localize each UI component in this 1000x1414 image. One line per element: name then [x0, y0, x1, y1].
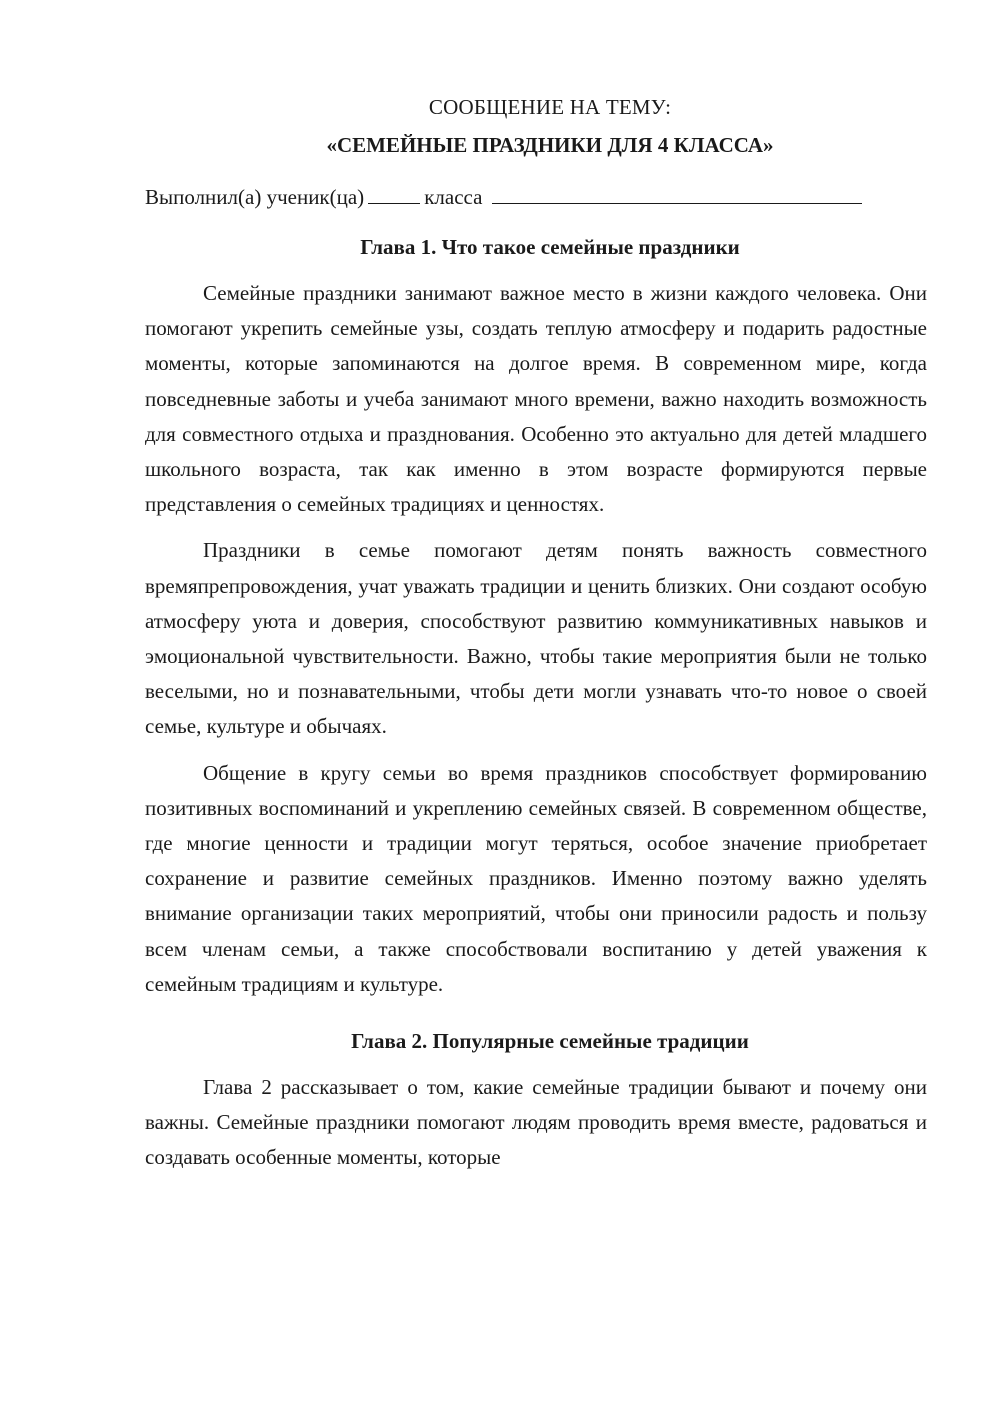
document-title: СООБЩЕНИЕ НА ТЕМУ: [428, 95, 672, 119]
paragraph: Глава 2 рассказывает о том, какие семейные традиции бывают и почему они важны. Семейные праздники помогают людям проводить время вместе, радоваться и создавать особенные моменты, которые [145, 1075, 927, 1170]
paragraph: Праздники в семье помогают детям понять важность совместного времяпрепровождения, учат уважать традиции и ценить близких. Они создают особую атмосферу уюта и доверия, способствуют развитию коммуникативных навыков и эмоциональной чувствительности. Важно, чтобы такие мероприятия были не только веселыми, но и познавательными, чтобы дети могли узнавать что-то новое о своей семье, культуре и обычаях. [145, 538, 927, 739]
paragraph: Семейные праздники занимают важное место в жизни каждого человека. Они помогают укрепить семейные узы, создать теплую атмосферу и подарить радостные моменты, которые запоминаются на долгое время. В современном мире, когда повседневные заботы и учеба занимают много времени, важно находить возможность для совместного отдыха и празднования. Особенно это актуально для детей младшего школьного возраста, так как именно в этом возрасте формируются первые представления о семейных традициях и ценностях. [145, 281, 927, 517]
document-subtitle: «СЕМЕЙНЫЕ ПРАЗДНИКИ ДЛЯ 4 КЛАССА» [326, 133, 774, 157]
name-blank [492, 183, 862, 204]
chapter-heading: Глава 2. Популярные семейные традиции [351, 1029, 749, 1054]
document-page [145, 92, 927, 1187]
author-line [145, 182, 927, 212]
paragraph: Общение в кругу семьи во время праздников способствует формированию позитивных воспоминаний и укреплению семейных связей. В современном обществе, где многие ценности и традиции могут теряться, особое значение приобретает сохранение и развитие семейных праздников. Именно поэтому важно уделять внимание организации таких мероприятий, чтобы они приносили радость и пользу всем членам семьи, а также способствовали воспитанию у детей уважения к семейным традициям и культуре. [145, 760, 927, 996]
author-middle: класса [424, 185, 483, 209]
grade-blank [368, 183, 420, 204]
chapter-heading: Глава 1. Что такое семейные праздники [360, 235, 740, 259]
author-prefix: Выполнил(а) ученик(ца) [145, 185, 365, 209]
